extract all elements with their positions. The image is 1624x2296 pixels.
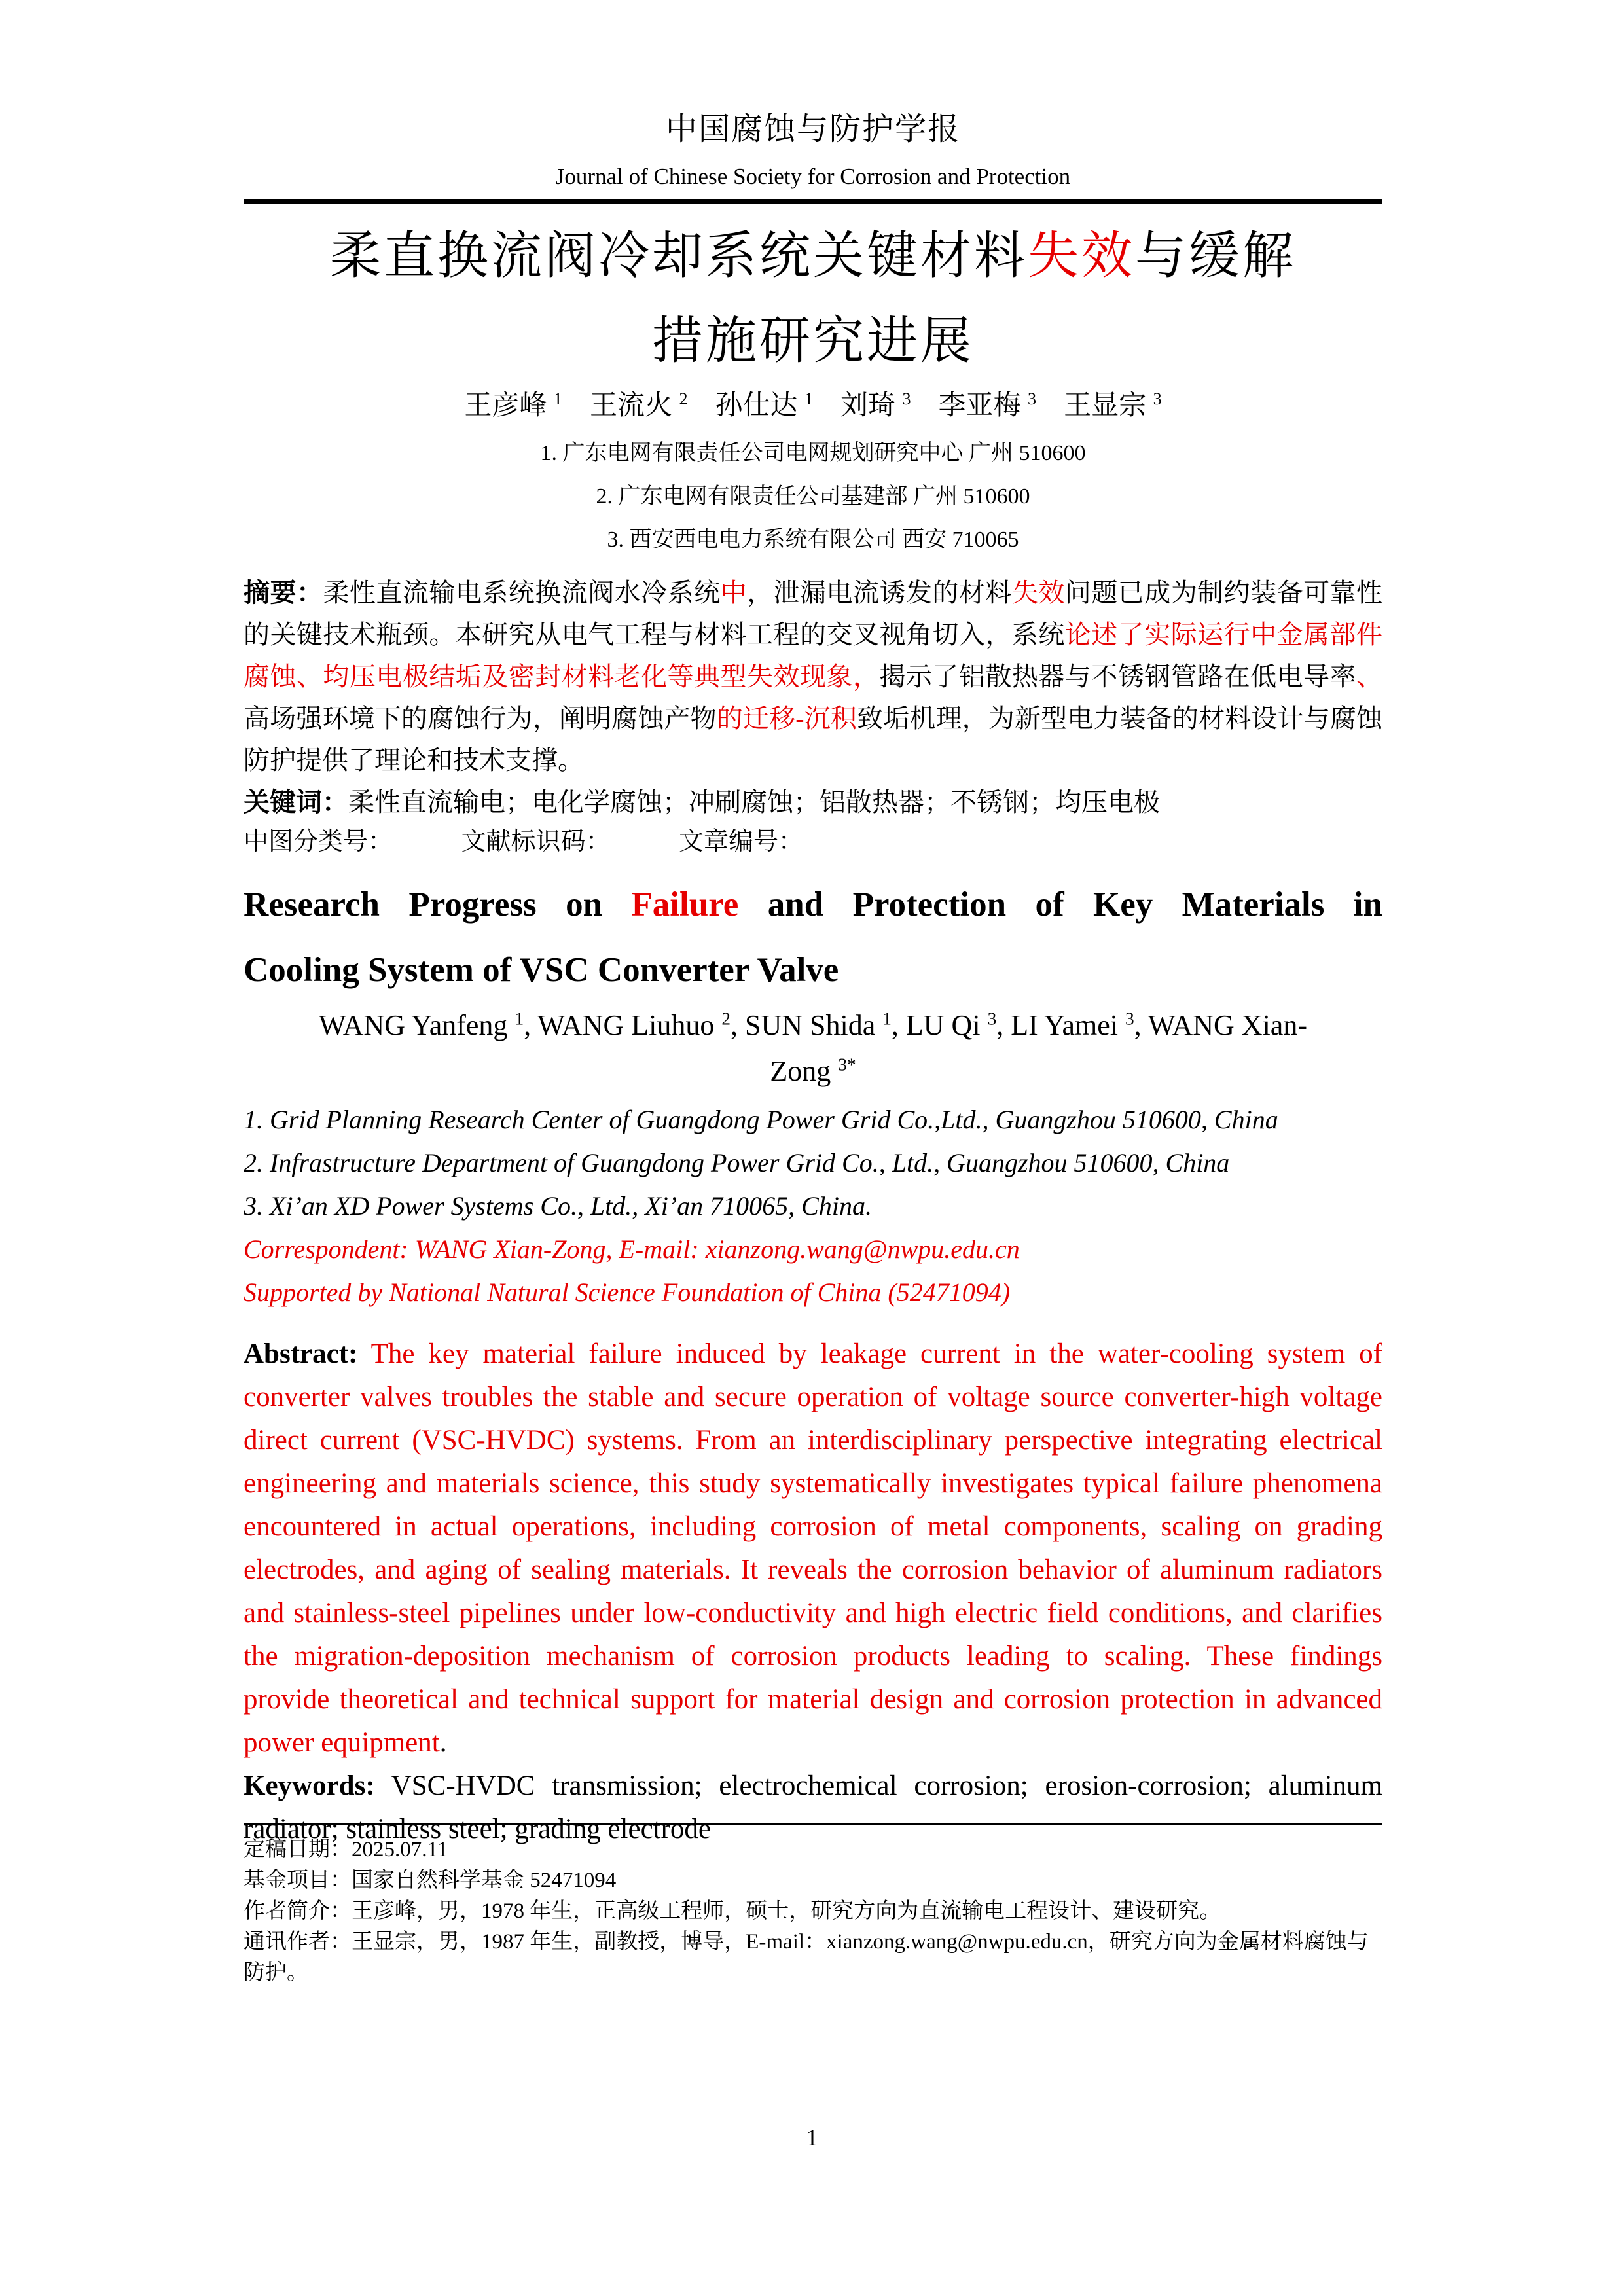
authors-zh: 王彦峰 $^1$ 王流火 $^2$ 孙仕达 $^1$ 刘琦 $^3$ 李亚梅 $^3$ 王显宗 $^3$ (464, 389, 1162, 421)
article-title-en-line2: Cooling System of VSC Converter Valve (244, 951, 839, 989)
abstract-zh (244, 572, 1382, 781)
authors-en-line2: Zong $^{3*}$ (770, 1054, 856, 1087)
abstract-en-body: The key material failure induced by leakage current in the water-cooling system of converter valves troubles the stable and secure operation of voltage source converter-high voltage direct current (VSC-HVDC) systems. From an interdisciplinary perspective integrating electrical engineering and materials science, this study systematically investigates typical failure phenomena encountered in actual operations, including corrosion of metal components, scaling on grading electrodes, and aging of sealing materials. It reveals the corrosion behavior of aluminum radiators and stainless-steel pipelines under low-conductivity and high electric field conditions, and clarifies the migration-deposition mechanism of corrosion products leading to scaling. These findings provide theoretical and technical support for material design and corrosion protection in advanced power equipment. (244, 1338, 1382, 1758)
document-code-label: 文献标识码： (461, 828, 611, 855)
affiliations-zh (244, 432, 1382, 562)
article-title-zh-line2: 措施研究进展 (651, 312, 974, 369)
clc-number-label: 中图分类号： (244, 828, 393, 855)
journal-title-en: Journal of Chinese Society for Corrosion and Protection (555, 164, 1071, 189)
page-content (244, 0, 1382, 1851)
correspondent-line: Correspondent: WANG Xian-Zong, E-mail: xianzong.wang@nwpu.edu.cn (244, 1234, 1020, 1264)
affiliation-zh-2: 2. 广东电网有限责任公司基建部 广州 510600 (596, 484, 1030, 509)
footnote-block (244, 1823, 1382, 1988)
supported-line: Supported by National Natural Science Foundation of China (52471094) (244, 1278, 1011, 1307)
page-number: 1 (806, 2125, 818, 2151)
abstract-zh-body: 柔性直流输电系统换流阀水冷系统中，泄漏电流诱发的材料失效问题已成为制约装备可靠性的关键技术瓶颈。本研究从电气工程与材料工程的交叉视角切入，系统论述了实际运行中金属部件腐蚀、均压电极结垢及密封材料老化等典型失效现象，揭示了铝散热器与不锈钢管路在低电导率、高场强环境下的腐蚀行为，阐明腐蚀产物的迁移-沉积致垢机理，为新型电力装备的材料设计与腐蚀防护提供了理论和技术支撑。 (244, 578, 1383, 775)
keywords-en-label: Keywords: (244, 1770, 375, 1801)
article-title-zh-line1: 柔直换流阀冷却系统关键材料失效与缓解 (329, 227, 1297, 284)
header-rule (244, 199, 1382, 204)
footnote-corresponding-author: 通讯作者：王显宗，男，1987 年生，副教授，博导，E-mail：xianzong.wang@nwpu.edu.cn，研究方向为金属材料腐蚀与防护。 (244, 1930, 1369, 1984)
keywords-zh-label: 关键词： (244, 787, 348, 817)
keywords-en-body: VSC-HVDC transmission; electrochemical corrosion; erosion-corrosion; aluminum radiator; stainless steel; grading electrode (244, 1770, 1382, 1844)
abstract-zh-label: 摘要： (244, 578, 323, 607)
footnote-fund-project: 基金项目：国家自然科学基金 52471094 (244, 1869, 617, 1892)
affiliation-en-1: 1. Grid Planning Research Center of Guangdong Power Grid Co.,Ltd., Guangzhou 510600, China (244, 1105, 1278, 1134)
meta-zh-row (244, 826, 1382, 857)
keywords-zh (244, 781, 1382, 823)
footnote-rule (244, 1823, 1382, 1825)
footnotes (244, 1835, 1382, 1988)
abstract-en (244, 1333, 1382, 1765)
affiliation-zh-3: 3. 西安西电电力系统有限公司 西安 710065 (607, 528, 1019, 552)
article-title-en-line1: Research Progress on Failure and Protection of Key Materials in (244, 886, 1382, 924)
authors-en-line1: WANG Yanfeng $^1$, WANG Liuhuo $^2$, SUN Shida $^1$, LU Qi $^3$, LI Yamei $^3$, WANG Xian- (319, 1009, 1307, 1041)
affiliation-en-3: 3. Xi’an XD Power Systems Co., Ltd., Xi’an 710065, China. (244, 1191, 872, 1221)
article-id-label: 文章编号： (679, 828, 804, 855)
footnote-author-bio: 作者简介：王彦峰，男，1978 年生，正高级工程师，硕士，研究方向为直流输电工程设计、建设研究。 (244, 1899, 1221, 1923)
article-title-zh (244, 213, 1382, 384)
keywords-zh-body: 柔性直流输电；电化学腐蚀；冲刷腐蚀；铝散热器；不锈钢；均压电极 (348, 787, 1160, 817)
affiliation-zh-1: 1. 广东电网有限责任公司电网规划研究中心 广州 510600 (540, 441, 1086, 465)
authors-en (244, 1003, 1382, 1094)
affiliation-en-2: 2. Infrastructure Department of Guangdong Power Grid Co., Ltd., Guangzhou 510600, China (244, 1148, 1230, 1177)
abstract-en-label: Abstract: (244, 1338, 358, 1369)
affiliations-en (244, 1098, 1382, 1314)
footnote-received-date: 定稿日期：2025.07.11 (244, 1838, 448, 1861)
article-title-en (244, 872, 1382, 1003)
journal-title-zh: 中国腐蚀与防护学报 (665, 112, 960, 147)
